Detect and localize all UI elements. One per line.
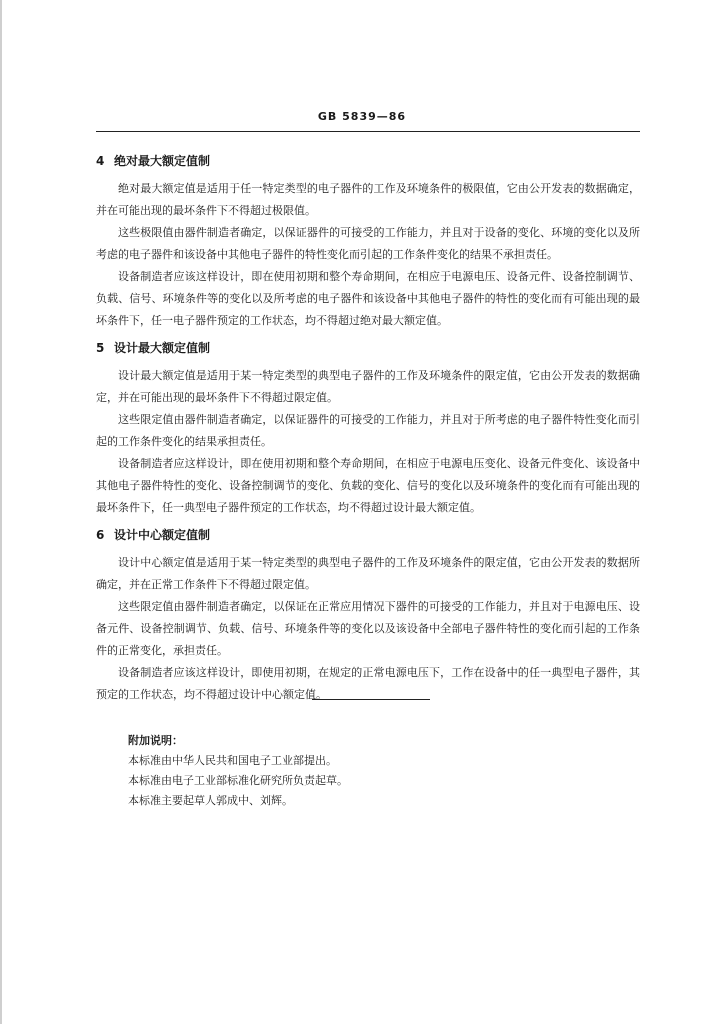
- paragraph: 这些极限值由器件制造者确定，以保证器件的可接受的工作能力，并且对于设备的变化、环境的变化以及所考虑的电子器件和该设备中其他电子器件的特性变化而引起的工作条件变化的结果不承担责任。: [96, 226, 640, 261]
- additional-notes: [128, 731, 608, 811]
- section-heading: [96, 338, 640, 358]
- note-line: 本标准由中华人民共和国电子工业部提出。: [128, 754, 337, 767]
- paragraph: 设计中心额定值是适用于某一特定类型的典型电子器件的工作及环境条件的限定值，它由公开发表的数据所确定，并在正常工作条件下不得超过限定值。: [96, 556, 640, 591]
- section-title: 设计最大额定值制: [114, 341, 211, 355]
- note-line: 本标准主要起草人郭成中、刘辉。: [128, 794, 293, 807]
- section-title: 绝对最大额定值制: [114, 154, 211, 168]
- notes-title: 附加说明：: [128, 734, 183, 747]
- section-number: 4: [96, 154, 105, 168]
- scan-edge-shadow: [0, 0, 2, 1024]
- section-heading: [96, 151, 640, 171]
- section-heading: [96, 525, 640, 545]
- paragraph: 这些限定值由器件制造者确定，以保证器件的可接受的工作能力，并且对于所考虑的电子器件特性变化而引起的工作条件变化的结果承担责任。: [96, 413, 640, 448]
- section-number: 5: [96, 341, 105, 355]
- header-rule: [96, 131, 640, 132]
- paragraph: 绝对最大额定值是适用于任一特定类型的电子器件的工作及环境条件的极限值，它由公开发表的数据确定，并在可能出现的最坏条件下不得超过极限值。: [96, 182, 640, 217]
- standard-code-header: GB 5839—86: [317, 110, 407, 123]
- section-4: [96, 151, 640, 332]
- note-line: 本标准由电子工业部标准化研究所负责起草。: [128, 774, 348, 787]
- section-5: [96, 338, 640, 519]
- section-title: 设计中心额定值制: [114, 528, 211, 542]
- end-divider: [312, 699, 430, 700]
- section-number: 6: [96, 528, 105, 542]
- paragraph: 设备制造者应这样设计，即在使用初期和整个寿命期间，在相应于电源电压变化、设备元件变化、该设备中其他电子器件特性的变化、设备控制调节的变化、负载的变化、信号的变化以及环境条件的变化而有可能出现的最坏条件下，任一典型电子器件预定的工作状态，均不得超过设计最大额定值。: [96, 457, 640, 514]
- section-6: [96, 525, 640, 706]
- paragraph: 设计最大额定值是适用于某一特定类型的典型电子器件的工作及环境条件的限定值，它由公开发表的数据确定，并在可能出现的最坏条件下不得超过限定值。: [96, 369, 640, 404]
- paragraph: 设备制造者应该这样设计，即使用初期，在规定的正常电源电压下，工作在设备中的任一典型电子器件，其预定的工作状态，均不得超过设计中心额定值。: [96, 666, 640, 701]
- paragraph: 设备制造者应该这样设计，即在使用初期和整个寿命期间，在相应于电源电压、设备元件、设备控制调节、负载、信号、环境条件等的变化以及所考虑的电子器件和该设备中其他电子器件的特性的变化而有可能出现的最坏条件下，任一电子器件预定的工作状态，均不得超过绝对最大额定值。: [96, 270, 640, 327]
- document-body: [96, 151, 640, 712]
- paragraph: 这些限定值由器件制造者确定，以保证在正常应用情况下器件的可接受的工作能力，并且对于电源电压、设备元件、设备控制调节、负载、信号、环境条件等的变化以及该设备中全部电子器件特性的变化而引起的工作条件的正常变化，承担责任。: [96, 600, 640, 657]
